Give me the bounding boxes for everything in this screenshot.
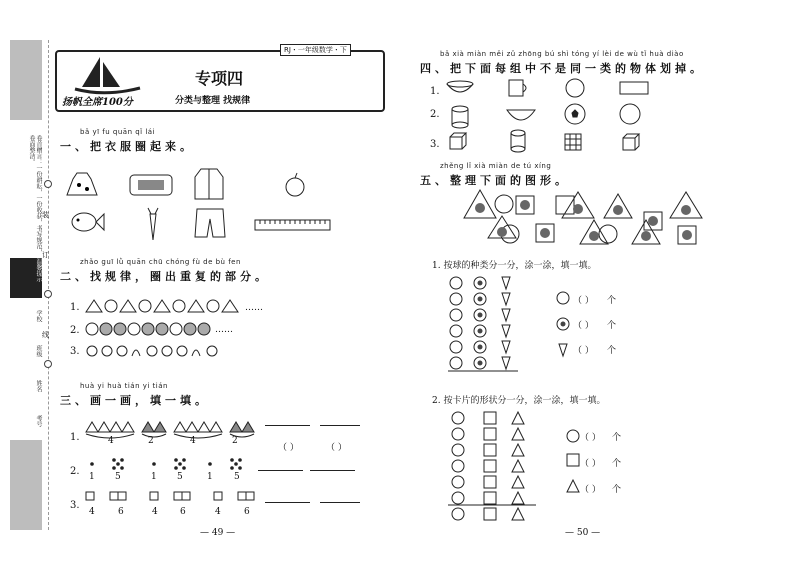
- q3-num: 5: [115, 472, 121, 482]
- seat-field: 考号: [35, 415, 42, 427]
- q4-objects: [445, 78, 675, 158]
- pencil-case-icon: [130, 175, 172, 195]
- q1-items: [65, 165, 385, 245]
- cube-icon: [450, 133, 466, 149]
- q2-ellipsis: ……: [215, 325, 233, 335]
- side-label: 温馨提示: [10, 258, 42, 298]
- circle-pattern: [86, 323, 210, 335]
- q3-num: 6: [180, 507, 186, 517]
- unit-label: 个: [612, 433, 622, 443]
- q5-shapes-pile: [460, 188, 720, 250]
- q3-num: 5: [234, 472, 240, 482]
- q3-num: 6: [244, 507, 250, 517]
- cup-icon: [509, 80, 526, 96]
- q5-shape-legend: [565, 428, 581, 498]
- cylinder-icon: [511, 130, 525, 152]
- q3-num: 1: [151, 472, 157, 482]
- ball-icon: [566, 79, 584, 97]
- q3-num: 1: [89, 472, 95, 482]
- q2-patterns: [84, 298, 264, 363]
- brand-logo: 扬帆全席100分: [62, 97, 133, 108]
- q2-row-label: 2.: [70, 325, 80, 336]
- unit-label: 个: [612, 485, 622, 495]
- q5-answer-blank[interactable]: （ ）: [573, 346, 594, 356]
- q1-pinyin: bǎ yī fu quān qǐ lái: [80, 128, 156, 136]
- bowl-icon: [447, 81, 473, 92]
- dress-icon: [67, 173, 97, 195]
- q4-pinyin: bǎ xià miàn měi zǔ zhōng bú shì tóng yí lèi de wù tǐ huà diào: [440, 50, 684, 58]
- ruler-icon: [255, 220, 330, 230]
- q3-num: 4: [108, 436, 114, 446]
- cut-mark: 线: [42, 331, 49, 339]
- q4-row-label: 3.: [430, 139, 440, 150]
- binding-hole: [44, 180, 52, 188]
- carrot-icon: [148, 208, 158, 240]
- soccer-ball-icon: [565, 104, 585, 124]
- q2-pinyin: zhǎo guī lǜ quān chū chóng fù de bù fen: [80, 258, 241, 266]
- q3-blank-line: [320, 425, 360, 426]
- series-tag: RJ・一年级数学・下: [280, 44, 351, 56]
- fish-icon: [72, 213, 104, 231]
- q3-row-label: 1.: [70, 432, 80, 443]
- q3-num: 2: [232, 436, 238, 446]
- gray-block: [10, 440, 42, 530]
- pants-icon: [195, 209, 225, 237]
- q3-num: 5: [177, 472, 183, 482]
- q3-blank-line[interactable]: [310, 470, 355, 471]
- q3-answer-blank[interactable]: （ ）: [278, 443, 299, 453]
- bowl-icon: [507, 110, 535, 120]
- q4-row-label: 2.: [430, 109, 440, 120]
- school-field: 学校: [35, 310, 42, 322]
- unit-label: 个: [607, 321, 617, 331]
- q3-answer-blank[interactable]: （ ）: [326, 443, 347, 453]
- q3-num: 4: [190, 436, 196, 446]
- cut-mark: 装: [42, 211, 49, 219]
- q2-row-label: 3.: [70, 346, 80, 357]
- q5-answer-blank[interactable]: （ ）: [573, 296, 594, 306]
- q5-ball-grid: [448, 275, 528, 385]
- q5-answer-blank[interactable]: （ ）: [580, 485, 601, 495]
- rubik-cube-icon: [565, 134, 581, 150]
- cube-icon: [623, 134, 639, 150]
- q3-num: 4: [215, 507, 221, 517]
- page-subtitle: 分类与整理 找规律: [175, 96, 251, 106]
- q3-num: 1: [207, 472, 213, 482]
- q5-answer-blank[interactable]: （ ）: [573, 321, 594, 331]
- q1-title: 一、把衣服圈起来。: [60, 140, 195, 153]
- q3-row-label: 3.: [70, 500, 80, 511]
- page-title: 专项四: [195, 69, 244, 88]
- page-number: — 50 —: [565, 528, 601, 538]
- fruit-pattern: [87, 346, 217, 356]
- q5-shape-grid: [448, 410, 538, 522]
- q3-blank-line: [265, 425, 310, 437]
- q2-ellipsis: ……: [245, 303, 263, 313]
- triangle-circle-pattern: [86, 300, 238, 312]
- page-number: — 49 —: [200, 528, 236, 538]
- cut-mark: 订: [42, 251, 49, 259]
- apple-icon: [286, 173, 304, 196]
- jacket-icon: [195, 169, 223, 199]
- q3-blank-line[interactable]: [265, 502, 310, 503]
- q3-num: 4: [152, 507, 158, 517]
- q5-sub2: 2. 按卡片的形状分一分，涂一涂，填一填。: [432, 396, 606, 406]
- q5-title: 五、整理下面的图形。: [420, 174, 570, 187]
- gray-block: [10, 40, 42, 120]
- box-icon: [620, 82, 648, 94]
- cut-line: [48, 40, 49, 530]
- q3-num: 6: [118, 507, 124, 517]
- binding-hole: [44, 290, 52, 298]
- class-field: 班级: [35, 345, 42, 357]
- side-strip: [10, 40, 42, 530]
- sphere-icon: [620, 104, 640, 124]
- q5-ball-legend: [555, 290, 571, 360]
- q5-sub1: 1. 按球的种类分一分，涂一涂，填一填。: [432, 261, 597, 271]
- name-field: 姓名: [35, 380, 42, 392]
- sailboat-logo-icon: [70, 52, 150, 97]
- q3-blank-line[interactable]: [258, 470, 303, 471]
- q5-pinyin: zhěng lǐ xià miàn de tú xíng: [440, 162, 552, 170]
- q5-answer-blank[interactable]: （ ）: [580, 433, 601, 443]
- q4-title: 四、把下面每组中不是同一类的物体划掉。: [420, 62, 705, 75]
- q3-row-label: 2.: [70, 466, 80, 477]
- q5-answer-blank[interactable]: （ ）: [580, 459, 601, 469]
- unit-label: 个: [612, 459, 622, 469]
- unit-label: 个: [607, 346, 617, 356]
- q2-title: 二、找规律，圈出重复的部分。: [60, 270, 270, 283]
- side-notice: 卷首赠言：一份耕耘，一份收获，书写规范，卷面整洁。: [28, 135, 42, 255]
- q2-row-label: 1.: [70, 302, 80, 313]
- q4-row-label: 1.: [430, 86, 440, 97]
- q3-figures: [84, 420, 264, 520]
- unit-label: 个: [607, 296, 617, 306]
- q3-pinyin: huà yi huà tián yi tián: [80, 382, 168, 390]
- binding-hole: [44, 360, 52, 368]
- q3-title: 三、画一画，填一填。: [60, 394, 210, 407]
- cylinder-icon: [452, 106, 468, 128]
- q3-num: 4: [89, 507, 95, 517]
- q3-num: 2: [148, 436, 154, 446]
- q3-blank-line[interactable]: [320, 502, 360, 503]
